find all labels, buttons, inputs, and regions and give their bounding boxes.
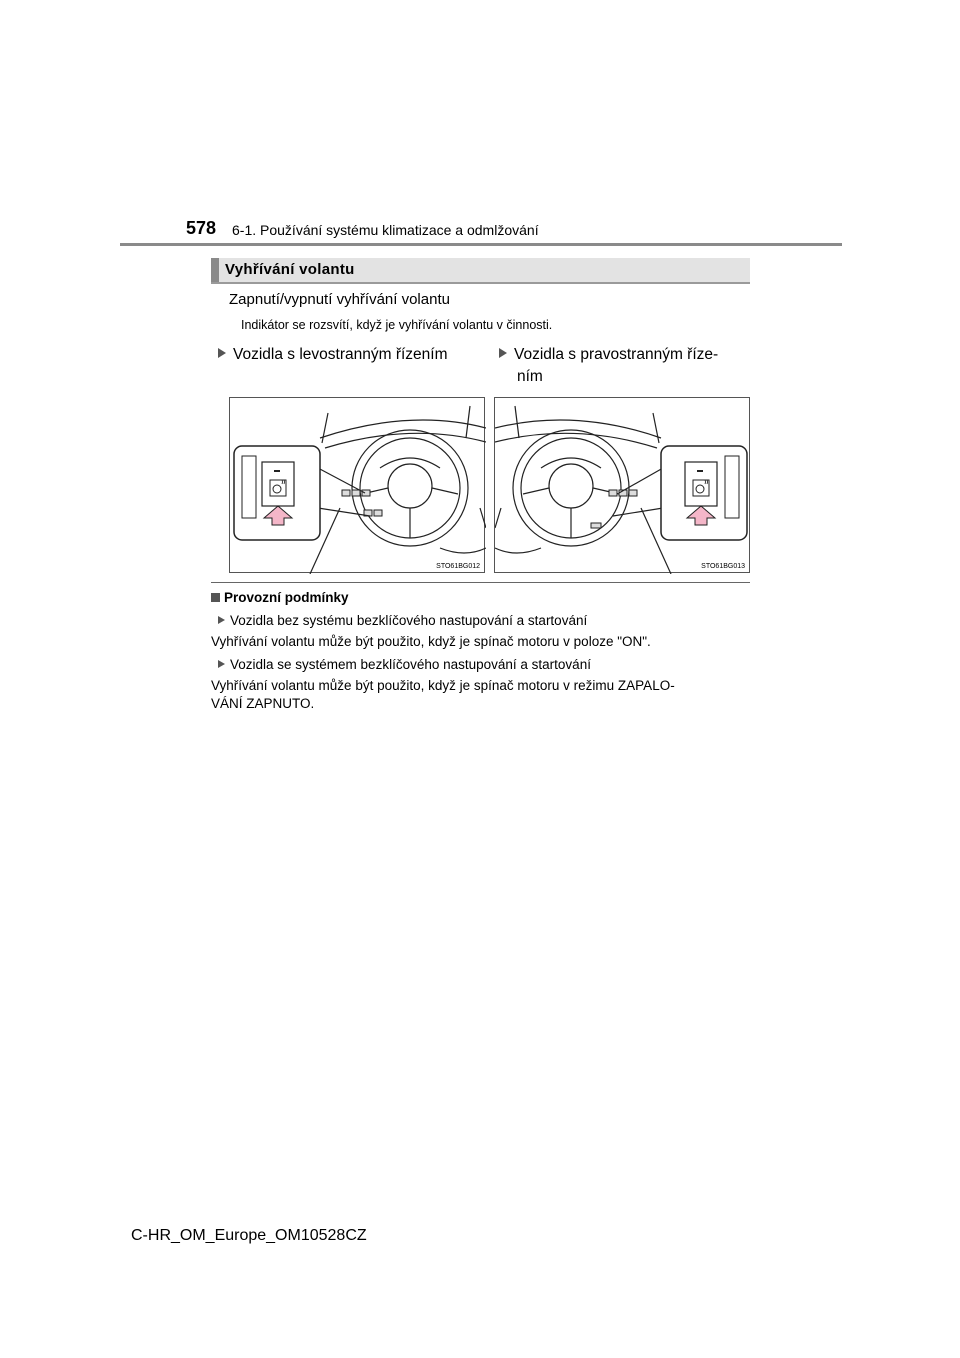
condition-item-2-text-2: VÁNÍ ZAPNUTO. <box>211 696 315 711</box>
conditions-heading-label: Provozní podmínky <box>224 590 349 605</box>
figure-left-hand-drive <box>229 397 485 573</box>
figure-right-hand-drive <box>494 397 750 573</box>
steering-wheel-left-illustration <box>230 398 486 574</box>
page-number: 578 <box>186 218 217 238</box>
conditions-heading <box>211 590 349 605</box>
section-heading-bar <box>211 258 219 282</box>
triangle-bullet-icon <box>218 660 225 668</box>
condition-item-2-text-1: Vyhřívání volantu může být použito, když je spínač motoru v režimu ZAPALO- <box>211 678 675 693</box>
triangle-bullet-icon <box>218 348 226 358</box>
condition-item-2-label: Vozidla se systémem bezklíčového nastupování a startování <box>230 657 591 672</box>
section-title: Vyhřívání volantu <box>225 261 355 278</box>
condition-item-1-label: Vozidla bez systému bezklíčového nastupování a startování <box>230 613 588 628</box>
condition-item-2-title <box>218 656 591 674</box>
figure-code-left: STO61BG012 <box>436 563 480 570</box>
indicator-note: Indikátor se rozsvítí, když je vyhřívání volantu v činnosti. <box>241 318 553 332</box>
variant-left-label: Vozidla s levostranným řízením <box>233 346 448 363</box>
intro-text: Zapnutí/vypnutí vyhřívání volantu <box>229 291 450 308</box>
condition-item-1-title <box>218 612 587 630</box>
triangle-bullet-icon <box>218 616 225 624</box>
section-heading <box>211 258 750 284</box>
variant-right-hand <box>499 344 718 388</box>
condition-item-1-text: Vyhřívání volantu může být použito, když je spínač motoru v poloze "ON". <box>211 634 651 649</box>
figure-code-right: STO61BG013 <box>701 563 745 570</box>
figure-divider <box>211 582 750 583</box>
steering-wheel-right-illustration <box>495 398 751 574</box>
variant-right-label-2: ním <box>517 368 543 385</box>
variant-left-hand <box>218 344 448 366</box>
document-code: C-HR_OM_Europe_OM10528CZ <box>131 1227 367 1244</box>
chapter-title: 6-1. Používání systému klimatizace a odmlžování <box>232 222 539 238</box>
variant-right-label-1: Vozidla s pravostranným říze- <box>514 346 719 363</box>
square-bullet-icon <box>211 593 220 602</box>
header-divider <box>120 243 842 246</box>
triangle-bullet-icon <box>499 348 507 358</box>
